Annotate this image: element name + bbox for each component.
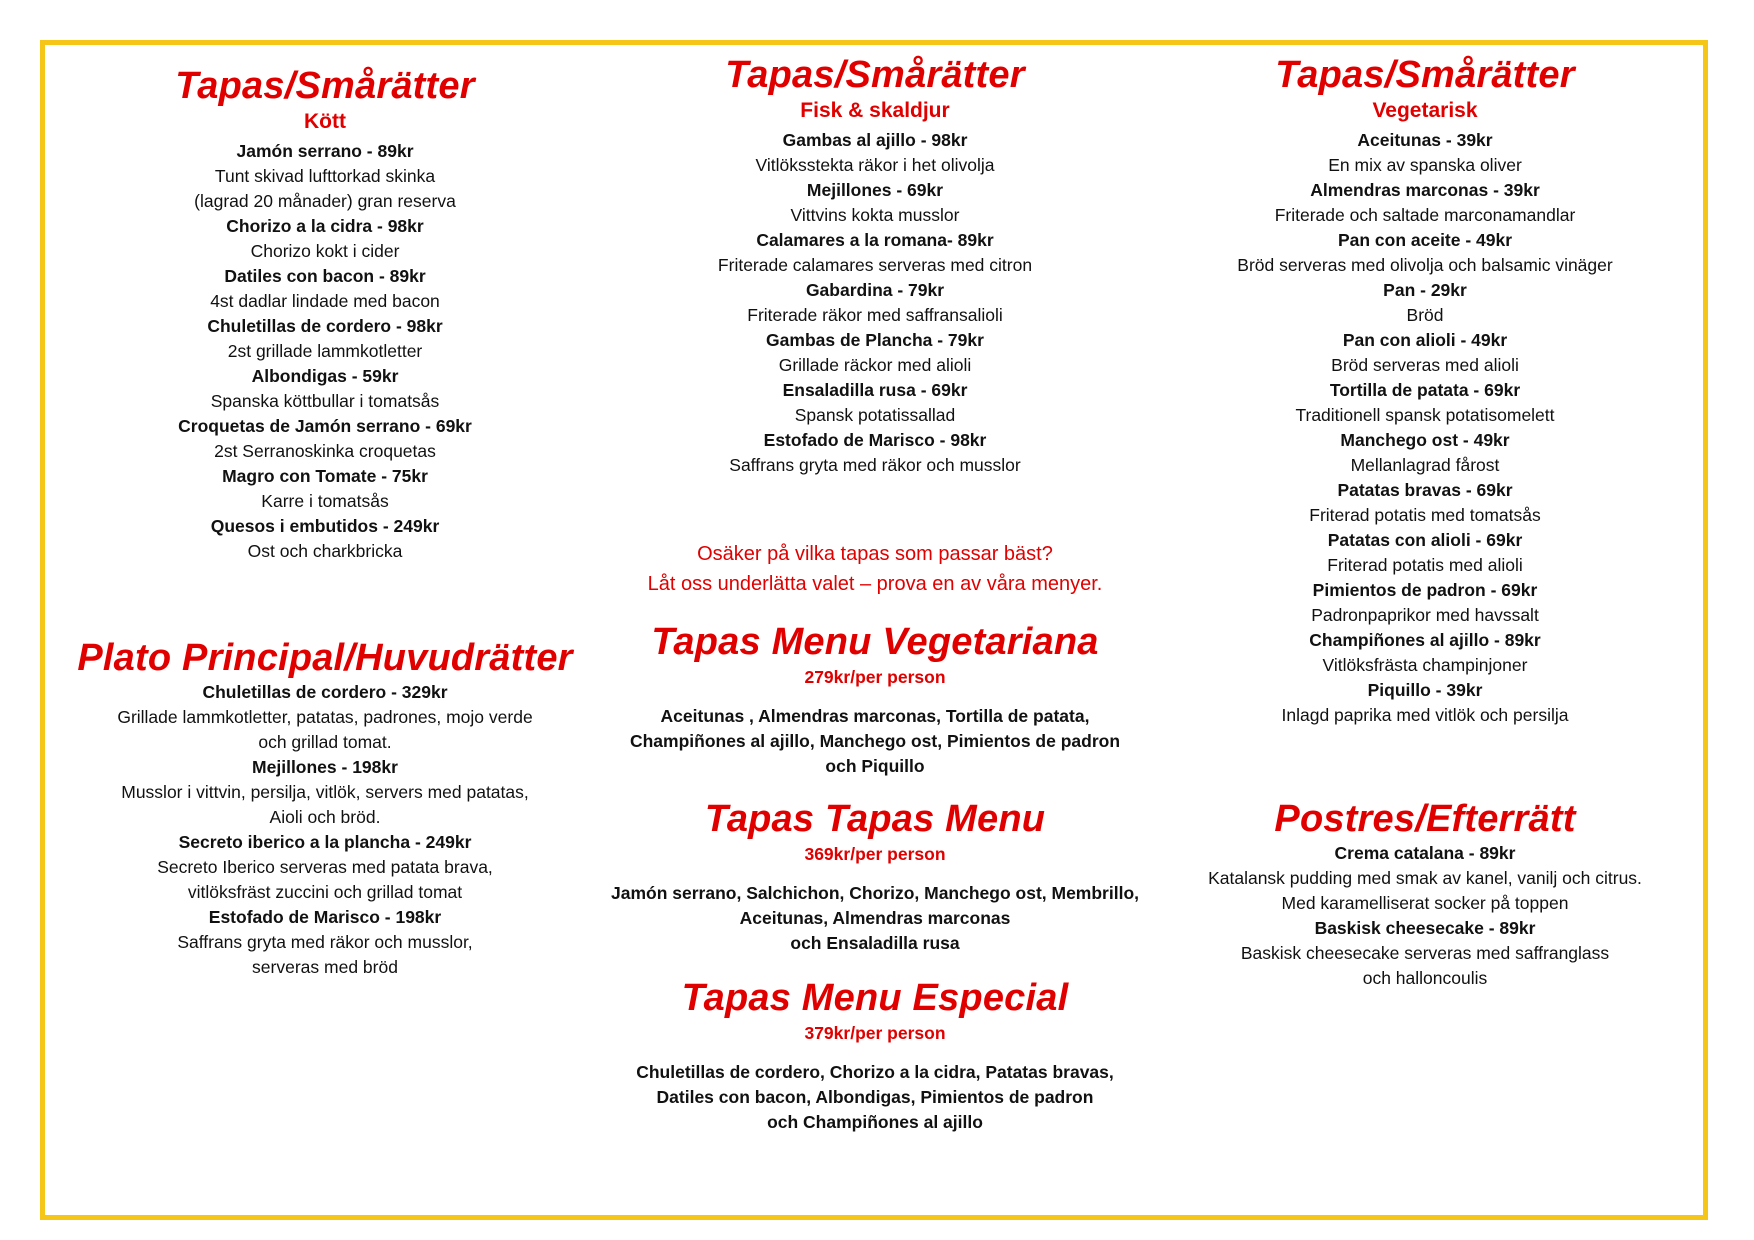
note-line: Låt oss underlätta valet – prova en av våra menyer. [647, 573, 1103, 595]
menu-item-description: Chorizo kokt i cider [250, 241, 400, 261]
desserts-title: Postres/Efterrätt [1274, 798, 1576, 840]
menu-item-description: Med karamelliserat socker på toppen [1281, 893, 1569, 913]
menu-items [600, 1060, 1150, 1135]
menu-item-description: Bröd [1406, 305, 1444, 325]
menu-item-name: Pan con alioli - 49kr [1342, 330, 1508, 350]
menu-item-description: Grillade räckor med alioli [778, 355, 972, 375]
menu-line: Champiñones al ajillo, Manchego ost, Pimientos de padron [629, 731, 1121, 751]
meat-section [60, 64, 590, 564]
menu-item-name: Chuletillas de cordero - 98kr [207, 316, 443, 336]
mains-items [60, 680, 590, 980]
menu-item-description: Secreto Iberico serveras med patata brava, [157, 857, 493, 877]
menu-item-name: Secreto iberico a la plancha - 249kr [178, 832, 472, 852]
menu-item-name: Chorizo a la cidra - 98kr [226, 216, 424, 236]
menu-item-description: Mellanlagrad fårost [1350, 455, 1500, 475]
menu-items [600, 704, 1150, 779]
menu-item-name: Mejillones - 69kr [806, 180, 944, 200]
menu-item-name: Aceitunas - 39kr [1357, 130, 1493, 150]
menu-item-name: Estofado de Marisco - 98kr [763, 430, 987, 450]
desserts-section [1150, 797, 1700, 991]
menu-item-description: Aioli och bröd. [269, 807, 381, 827]
menu-vegetariana [600, 620, 1150, 779]
menu-item-description: Friterad potatis med tomatsås [1309, 505, 1541, 525]
menu-item-name: Quesos i embutidos - 249kr [210, 516, 440, 536]
menu-item-name: Pimientos de padron - 69kr [1312, 580, 1538, 600]
veg-section [1150, 53, 1700, 728]
menu-especial [600, 976, 1150, 1135]
menu-item-description: Bröd serveras med olivolja och balsamic vinäger [1237, 255, 1613, 275]
menu-price: 369kr/per person [804, 844, 946, 864]
menu-item-description: Spansk potatissallad [794, 405, 956, 425]
menu-item-description: Ost och charkbricka [247, 541, 403, 561]
menu-item-name: Chuletillas de cordero - 329kr [202, 682, 448, 702]
menu-line: Aceitunas, Almendras marconas [739, 908, 1011, 928]
menu-item-name: Gambas de Plancha - 79kr [766, 330, 984, 350]
menu-item-description: Vitlöksstekta räkor i het olivolja [755, 155, 995, 175]
menu-item-description: 2st grillade lammkotletter [227, 341, 423, 361]
menu-line: Jamón serrano, Salchichon, Chorizo, Manchego ost, Membrillo, [611, 883, 1139, 903]
menu-item-description: Friterade och saltade marconamandlar [1274, 205, 1576, 225]
menu-item-name: Tortilla de patata - 69kr [1329, 380, 1521, 400]
menu-price: 379kr/per person [804, 1023, 946, 1043]
menu-item-description: Saffrans gryta med räkor och musslor [729, 455, 1021, 475]
menu-item-name: Manchego ost - 49kr [1340, 430, 1510, 450]
menu-tapas [600, 797, 1150, 956]
menu-item-description: Saffrans gryta med räkor och musslor, [177, 932, 473, 952]
menu-item-description: vitlöksfräst zuccini och grillad tomat [187, 882, 463, 902]
menu-item-name: Patatas con alioli - 69kr [1327, 530, 1523, 550]
menu-item-description: Friterade räkor med saffransalioli [747, 305, 1003, 325]
menu-item-description: Katalansk pudding med smak av kanel, vanilj och citrus. [1208, 868, 1642, 888]
menu-item-name: Ensaladilla rusa - 69kr [782, 380, 968, 400]
menu-item-name: Patatas bravas - 69kr [1337, 480, 1513, 500]
menu-item-description: 2st Serranoskinka croquetas [214, 441, 436, 461]
menu-line: och Ensaladilla rusa [790, 933, 960, 953]
menu-item-description: Padronpaprikor med havssalt [1311, 605, 1539, 625]
menu-item-description: Bröd serveras med alioli [1331, 355, 1519, 375]
menu-item-name: Piquillo - 39kr [1367, 680, 1483, 700]
menu-item-name: Calamares a la romana- 89kr [756, 230, 994, 250]
menu-line: och Champiñones al ajillo [767, 1112, 983, 1132]
menu-item-description: Traditionell spansk potatisomelett [1295, 405, 1555, 425]
meat-items [60, 139, 590, 564]
menu-line: Aceitunas , Almendras marconas, Tortilla de patata, [660, 706, 1090, 726]
menu-title: Tapas Tapas Menu [704, 798, 1046, 840]
menu-item-name: Crema catalana - 89kr [1334, 843, 1516, 863]
menu-item-description: Vitlöksfrästa champinjoner [1322, 655, 1528, 675]
mains-section [60, 636, 590, 980]
menu-item-name: Mejillones - 198kr [252, 757, 398, 777]
menu-item-description: och grillad tomat. [258, 732, 392, 752]
menu-item-name: Almendras marconas - 39kr [1310, 180, 1540, 200]
menu-item-name: Gabardina - 79kr [805, 280, 945, 300]
meat-title: Tapas/Smårätter [175, 65, 475, 107]
fish-subtitle: Fisk & skaldjur [800, 99, 950, 122]
menu-item-description: Grillade lammkotletter, patatas, padrones, mojo verde [117, 707, 533, 727]
menu-item-description: Spanska köttbullar i tomatsås [210, 391, 440, 411]
fish-items [600, 128, 1150, 478]
menu-item-description: serveras med bröd [252, 957, 398, 977]
menu-item-name: Croquetas de Jamón serrano - 69kr [178, 416, 472, 436]
menu-item-description: Musslor i vittvin, persilja, vitlök, servers med patatas, [121, 782, 529, 802]
menu-item-name: Estofado de Marisco - 198kr [208, 907, 442, 927]
menu-item-description: Tunt skivad lufttorkad skinka [214, 166, 436, 186]
menu-item-description: Karre i tomatsås [261, 491, 389, 511]
menu-item-description: 4st dadlar lindade med bacon [210, 291, 440, 311]
menu-item-name: Pan - 29kr [1383, 280, 1467, 300]
menu-item-name: Albondigas - 59kr [251, 366, 399, 386]
menu-item-description: och halloncoulis [1362, 968, 1488, 988]
menu-item-name: Magro con Tomate - 75kr [222, 466, 428, 486]
mains-title: Plato Principal/Huvudrätter [77, 637, 573, 679]
note-line: Osäker på vilka tapas som passar bäst? [697, 543, 1053, 565]
menu-item-name: Datiles con bacon - 89kr [224, 266, 426, 286]
menu-line: Chuletillas de cordero, Chorizo a la cidra, Patatas bravas, [636, 1062, 1114, 1082]
desserts-items [1150, 841, 1700, 991]
veg-subtitle: Vegetarisk [1372, 99, 1478, 122]
menu-item-name: Champiñones al ajillo - 89kr [1309, 630, 1541, 650]
menu-items [600, 881, 1150, 956]
menu-title: Tapas Menu Especial [681, 977, 1069, 1019]
veg-items [1150, 128, 1700, 728]
menu-item-description: En mix av spanska oliver [1328, 155, 1522, 175]
menu-item-name: Pan con aceite - 49kr [1337, 230, 1513, 250]
fish-title: Tapas/Smårätter [725, 54, 1025, 96]
menu-line: och Piquillo [825, 756, 925, 776]
meat-subtitle: Kött [304, 110, 346, 133]
menu-item-name: Jamón serrano - 89kr [236, 141, 414, 161]
menu-item-description: Baskisk cheesecake serveras med saffranglass [1240, 943, 1610, 963]
fish-section [600, 53, 1150, 478]
menu-item-description: Friterad potatis med alioli [1327, 555, 1523, 575]
menu-item-description: Friterade calamares serveras med citron [717, 255, 1033, 275]
menu-item-description: (lagrad 20 månader) gran reserva [194, 191, 456, 211]
menu-line: Datiles con bacon, Albondigas, Pimientos de padron [656, 1087, 1094, 1107]
menu-note [600, 539, 1150, 599]
veg-title: Tapas/Smårätter [1275, 54, 1575, 96]
menu-price: 279kr/per person [804, 667, 946, 687]
menu-item-name: Baskisk cheesecake - 89kr [1314, 918, 1536, 938]
menu-item-description: Inlagd paprika med vitlök och persilja [1281, 705, 1569, 725]
menu-title: Tapas Menu Vegetariana [651, 621, 1099, 663]
menu-item-description: Vittvins kokta musslor [790, 205, 960, 225]
menu-item-name: Gambas al ajillo - 98kr [782, 130, 968, 150]
